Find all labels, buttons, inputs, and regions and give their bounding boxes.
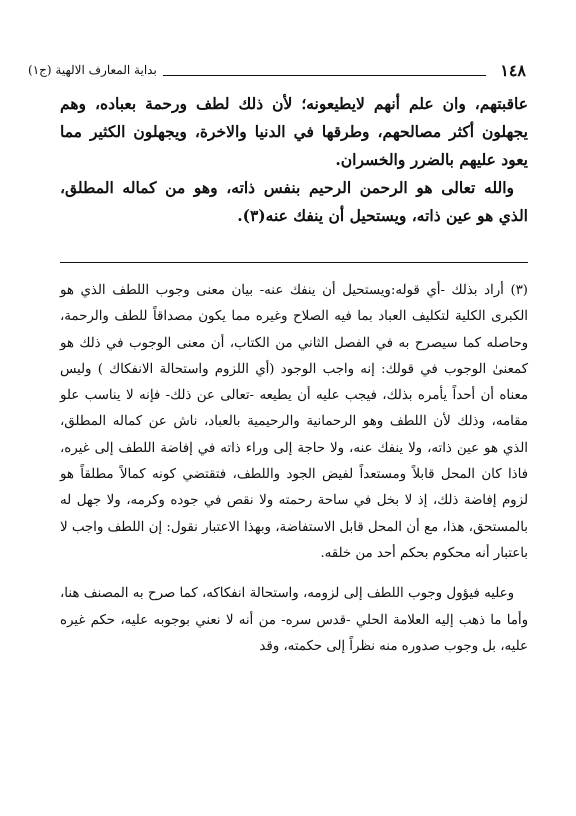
header-rule [163,75,486,76]
main-paragraph: عاقبتهم، وان علم أنهم لايطيعونه؛ لأن ذلك لطف ورحمة بعباده، وهم يجهلون أكثر مصالحهم، وطرقها في الدنيا والاخرة، ويجهلون الكثير مما يعود عليهم بالضرر والخسران. [60,94,528,169]
main-paragraph: والله تعالى هو الرحمن الرحيم بنفس ذاته، وهو من كماله المطلق، الذي هو عين ذاته، ويستحيل أن ينفك عنه(٣). [60,178,528,225]
book-title: بداية المعارف الالهية (ج١) [28,63,157,77]
page-number: ١٤٨ [500,60,526,80]
footnote-3: (٣) أراد بذلك -أي قوله:ويستحيل أن ينفك عنه- بيان معنى وجوب اللطف الذي هو الكبرى الكلية لتكليف العباد بما فيه الصلاح وغيره مما يكون مصداقاً للطف والرحمة، وحاصله كما سيصرح به في الفصل الثاني من الكتاب، أن معنى الوجوب في ذلك هو كمعنىٰ الوجوب في قولك: إنه واجب الوجود (أي اللزوم واستحالة الانفكاك ) وليس معناه أن أحداً يأمره بذلك، فيجب عليه أن يطيعه -تعالى عن ذلك- فإنه لا يناسب علو مقامه، وذلك لأن اللطف وهو الرحمانية والرحيمية بالعباد، ناش عن كماله المطلق، الذي هو عين ذاته، ولا ينفك عنه، ولا حاجة إلى وراء ذاته في إفاضة اللطف إلى غيره، فاذا كان المحل قابلاً ومستعداً لفيض الجود واللطف، فتقتضي كونه كمالاً مطلقاً هو لزوم إفاضة ذلك، إذ لا بخل في ساحة رحمته ولا نقص في جوده وكرمه، ولا جهل له بالمستحق، هذا، مع أن المحل قابل الاستفاضة، وبهذا الاعتبار نقول: إن اللطف واجب لا باعتبار أنه محكوم بحكم أحد من خلقه. [60,283,528,561]
footnote-continuation: وعليه فيؤول وجوب اللطف إلى لزومه، واستحالة انفكاكه، كما صرح به المصنف هنا، وأما ما ذهب إليه العلامة الحلي -قدس سره- من أنه لا نعني بوجوبه عليه، حكم غيره عليه، بل وجوب صدوره منه نظراً إلى حكمته، وقد [60,586,528,654]
footnote-separator [60,262,528,263]
main-text [60,90,528,230]
running-head [28,60,526,80]
footnotes [60,278,528,660]
